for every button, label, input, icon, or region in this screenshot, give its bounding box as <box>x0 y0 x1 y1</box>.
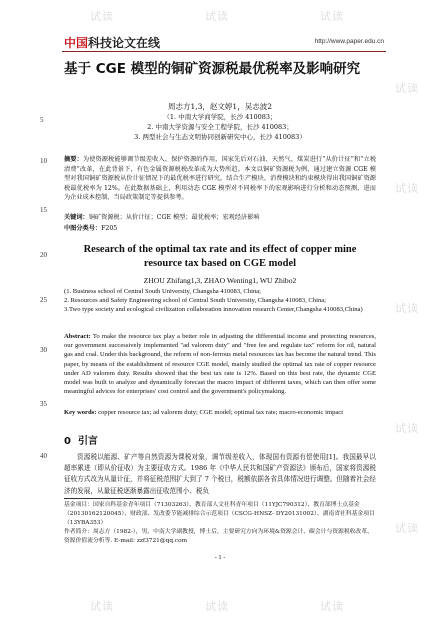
footnote-author-bio: 作者简介：周志方（1982-），男，中南大学副教授，博士后，主要研究方向为环境&资源会计、碳会计与资源税收改革、资源价值流分析等. E-mail: zzf3721@qq.com <box>64 529 373 544</box>
line-number: 20 <box>40 251 47 259</box>
clc-label: 中图分类号： <box>64 225 102 232</box>
watermark: 试读 <box>395 522 419 535</box>
watermark: 试读 <box>90 10 114 23</box>
logo-journal-text: 科技论文在线 <box>88 36 161 50</box>
affiliation-en-2: 2. Resources and Safety Engineering school of Central South University, Changsha 410083, China; <box>64 297 326 305</box>
line-number: 25 <box>40 296 47 304</box>
header-divider <box>62 51 386 52</box>
watermark: 试读 <box>395 182 419 195</box>
keywords-cn <box>64 212 260 221</box>
page-number: - 1 - <box>214 554 226 561</box>
line-number: 15 <box>40 206 47 214</box>
section-title: 引言 <box>77 436 98 447</box>
watermark: 试读 <box>320 10 344 23</box>
footnotes <box>64 501 376 546</box>
affiliation-cn-2: 2. 中南大学资源与安全工程学院，长沙 410083； <box>147 123 293 131</box>
journal-logo <box>64 34 160 51</box>
line-number: 40 <box>40 452 47 460</box>
watermark: 试读 <box>395 302 419 315</box>
keywords-en <box>64 408 376 417</box>
watermark: 试读 <box>320 600 344 613</box>
watermark: 试读 <box>90 600 114 613</box>
authors-en: ZHOU Zhifang1,3, ZHAO Wenting1, WU Zhibo2 <box>143 276 297 285</box>
affiliations-en <box>64 287 376 315</box>
affiliation-cn-3: 3. 两型社会与生态文明协同创新研究中心，长沙 410083） <box>134 133 306 141</box>
keywords-en-text: copper resource tax; ad valorem duty; CGE model; optimal tax rate; macro-economic impact <box>98 409 344 416</box>
affiliation-cn-1: （1. 中南大学商学院，长沙 410083； <box>163 113 277 121</box>
line-number: 10 <box>40 157 47 165</box>
watermark: 试读 <box>395 82 419 95</box>
abstract-cn <box>64 155 376 203</box>
section-heading <box>64 432 98 447</box>
watermark: 试读 <box>395 422 419 435</box>
abstract-cn-label: 摘要： <box>64 156 83 163</box>
abstract-en <box>64 332 376 396</box>
paper-title-cn: 基于 CGE 模型的铜矿资源税最优税率及影响研究 <box>64 61 361 77</box>
footnote-funding: 基金项目：国家自科基金青年项目（71303263）、教育部人文社科青年项目（11YJC790312）、教育部博士点基金（20130162120045）、财政部、发改委节能减排综合示范项目（CSCG-HNSZ- DY20131002）、湖南省社科基金项目（13YBA353） <box>64 502 375 526</box>
body-paragraph: 资源税以能源、矿产等自然资源为课税对象，调节级差收入，体现国有资源有偿使用[1]。我国最早以超率累进（即从价征收）为主要征收方式。1986 年《中华人民共和国矿产资源法》颁布后，国家将资源税征收方式改为从量计征，并将征税范围扩大到了 7 个税目，税额依据各省具体情况进行调整。但随着社会经济的发展，从量征税逐渐暴露出征收范围小、税负 <box>64 453 376 495</box>
section-number: 0 <box>64 436 71 447</box>
logo-china-text: 中国 <box>64 36 89 50</box>
keywords-en-label: Key words: <box>64 409 97 416</box>
line-number: 5 <box>40 116 44 124</box>
watermark: 试读 <box>205 600 229 613</box>
abstract-en-text: To make the resource tax play a better role in adjusting the differential income and protecting resources, our government successively implemented "ad valorem duty" and "free fee and regulate tax" reform for oil, natural gas and coal. Under this background, the reform of non-ferrous metal resources tax has become the natural trend. This paper, by means of the establishment of resource CGE model, mainly studied the optimal tax rate of copper resource under AD valorem duty. Results showed that the best tax rate is 12%. Based on this best rate, the dynamic CGE model was built to analyze and dynamically forecast the macro impact of different taxes, which can then offer some meaningful advices for enterprises' cost control and the government's policymaking. <box>64 333 376 396</box>
keywords-cn-text: 铜矿资源税；从价计征；CGE 模型；最优税率；宏观经济影响 <box>88 214 260 221</box>
authors-cn: 周志方1,3，赵文婷1，吴志波2 <box>168 102 272 111</box>
affiliation-en-1: (1. Business school of Central South University, Changsha 410083, China; <box>64 288 262 295</box>
keywords-cn-label: 关键词： <box>64 214 89 221</box>
paper-title-en: Research of the optimal tax rate and its effect of copper mine resource tax based on CGE model <box>83 244 357 269</box>
journal-url[interactable]: http://www.paper.edu.cn <box>314 38 384 45</box>
clc-text: F205 <box>101 225 118 232</box>
abstract-cn-text: 为使资源税能够调节级差收入、保护资源的作用，国家先后对石油、天然气、煤炭进行“从价计征”和“立税清费”改革，在此背景下，有色金属资源税税改革成为大势所趋。本文以铜矿资源税为例，通过建立资源 CGE 模型对我国铜矿资源税从价计征情况下的最优税率进行研究，结合生产模块、消费模块和约束模块得出我国铜矿资源税最优税率为 12%。在此数据基础上，利用动态 CGE 模型对不同税率下的宏观影响进行分析和动态预测，进而为企业成本控制、当局政策制定等提供参考。 <box>64 156 377 202</box>
line-number: 35 <box>40 400 47 408</box>
watermark: 试读 <box>205 10 229 23</box>
line-number: 30 <box>40 346 47 354</box>
clc-number <box>64 223 117 232</box>
affiliation-en-3: 3.Two type society and ecological civilization collaboration innovation research Center,Changsha 410083,China) <box>64 306 363 314</box>
footnote-divider <box>64 498 154 499</box>
abstract-en-label: Abstract: <box>64 333 91 340</box>
